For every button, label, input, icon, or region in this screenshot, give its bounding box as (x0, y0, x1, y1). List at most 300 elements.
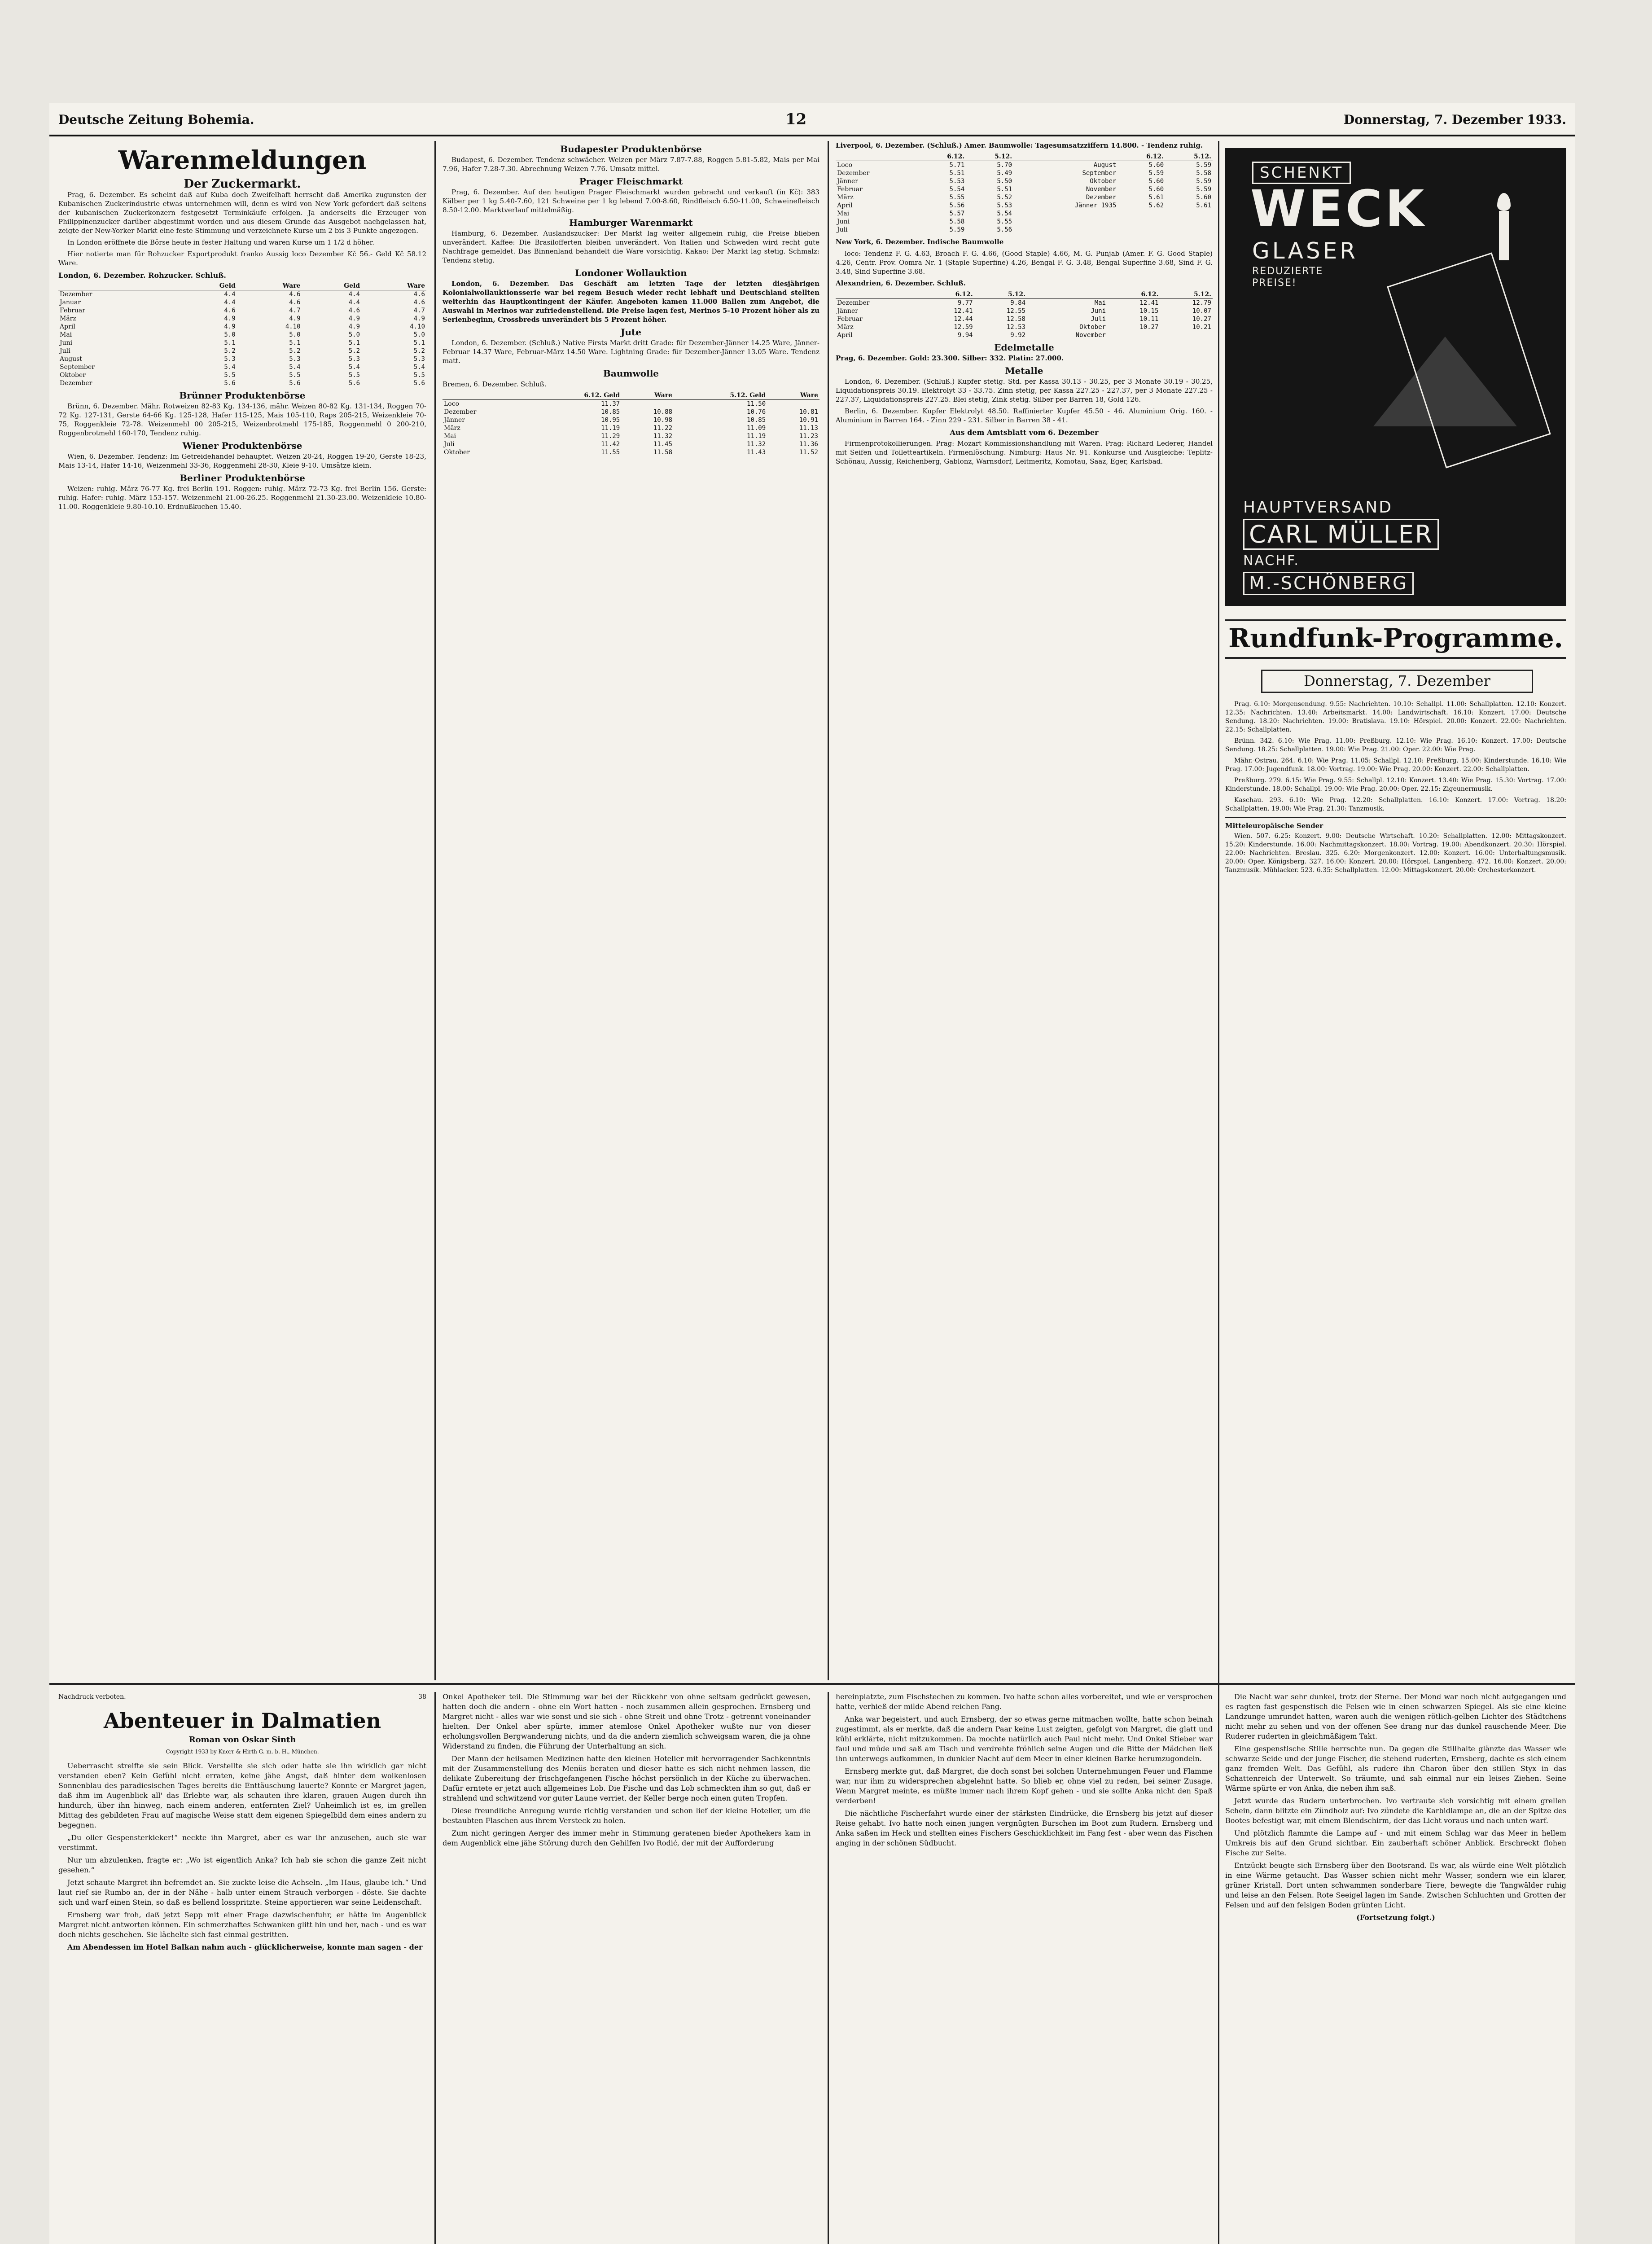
table-row (836, 202, 1213, 210)
table-cell: 11.19 (747, 433, 766, 440)
table-cell: 5.3 (224, 355, 236, 363)
table-cell: 4.4 (224, 299, 236, 306)
table-cell: 5.59 (949, 226, 965, 233)
table-cell: März (837, 324, 854, 331)
ad-line-weck: WECK (1250, 180, 1427, 238)
table-header: Ware (361, 282, 426, 290)
table-header: 6.12. (921, 290, 974, 299)
table-header: 6.12. (1117, 153, 1165, 161)
liverpool-cotton-table (836, 153, 1213, 234)
table-cell: 4.6 (289, 291, 301, 298)
table-cell: Oktober (1090, 178, 1117, 185)
table-cell: 11.37 (601, 400, 620, 408)
berlin-metals-paragraph: Berlin, 6. Dezember. Kupfer Elektrolyt 48.50. Raffinierter Kupfer 45.50 - 46. Aluminium Orig. 160. - Aluminium in Barren 164. - Zinn 229 - 231. Silber in Barren 38 - 41. (836, 407, 1213, 424)
table-cell: 11.36 (799, 441, 818, 448)
table-cell: Juni (1091, 307, 1106, 315)
table-cell: 5.4 (348, 364, 360, 371)
table-cell: 5.55 (997, 218, 1012, 225)
table-cell (1117, 218, 1165, 226)
table-cell: 5.59 (1196, 178, 1211, 185)
table-cell: Februar (837, 316, 863, 323)
table-cell: 4.10 (285, 323, 301, 330)
table-cell: 5.59 (1196, 162, 1211, 169)
table-row (58, 371, 426, 379)
table-cell: 5.60 (1196, 194, 1211, 201)
table-cell: 5.52 (997, 194, 1012, 201)
market-column-1 (58, 141, 426, 1680)
table-cell: 4.6 (413, 291, 425, 298)
table-header: Ware (237, 282, 302, 290)
table-cell: 11.45 (653, 441, 673, 448)
table-cell: März (444, 425, 460, 432)
register-heading: Aus dem Amtsblatt vom 6. Dezember (950, 428, 1099, 437)
paper-name: Deutsche Zeitung Bohemia. (58, 112, 254, 127)
story-paragraph: Am Abendessen im Hotel Balkan nahm auch - glücklicherweise, konnte man sagen - der (67, 1943, 423, 1951)
table-cell: März (837, 194, 854, 201)
table-cell: Juli (837, 226, 848, 233)
table-cell: 10.98 (653, 416, 673, 424)
sugar-paragraph-3: Hier notierte man für Rohzucker Exportprodukt franko Aussig loco Dezember Kč 56.- Geld Kč 58.12 Ware. (58, 250, 426, 267)
table-cell: April (837, 332, 853, 339)
table-cell: 10.81 (799, 408, 818, 416)
table-cell: 5.6 (224, 380, 236, 387)
table-header: Ware (621, 391, 674, 400)
table-cell: 5.70 (997, 162, 1012, 169)
table-cell: Jänner 1935 (1074, 202, 1117, 209)
ad-line-reduced: REDUZIERTE (1252, 266, 1323, 277)
table-cell: 10.91 (799, 416, 818, 424)
table-cell: 5.5 (224, 372, 236, 379)
table-cell: 5.61 (1196, 202, 1211, 209)
table-cell: 5.49 (997, 170, 1012, 177)
table-row (443, 424, 819, 432)
table-cell: April (60, 323, 75, 330)
table-cell: Juni (837, 218, 850, 225)
story-paragraph: Ernsberg war froh, daß jetzt Sepp mit einer Frage dazwischenfuhr, er hätte im Augenblick Margret nicht antworten können. Ein schmerzhaftes Schwanken glitt hin und her, nach - und es war doch nichts geschehen. Sie lächelte sich fast einmal gestritten. (58, 1911, 426, 1939)
table-header (443, 391, 528, 400)
table-row (836, 169, 1213, 177)
table-cell: Oktober (1079, 324, 1106, 331)
table-cell: 11.29 (601, 433, 620, 440)
table-cell: 5.5 (413, 372, 425, 379)
table-cell: 5.71 (949, 162, 965, 169)
table-cell (1117, 226, 1165, 234)
table-row (443, 432, 819, 440)
table-cell: 5.1 (224, 339, 236, 346)
table-row (58, 347, 426, 355)
gift-box-icon (1387, 252, 1551, 468)
table-cell: Februar (60, 307, 85, 314)
table-cell: Februar (837, 186, 863, 193)
table-cell (1013, 210, 1117, 218)
brno-heading: Brünner Produktenbörse (179, 390, 306, 401)
table-cell: 5.2 (413, 347, 425, 355)
table-row (836, 161, 1213, 170)
story-paragraph: Jetzt schaute Margret ihn befremdet an. Sie zuckte leise die Achseln. „Im Haus, glaube ich.“ Und laut rief sie Rumbo an, der in der Nähe - halb unter einem Strauch verborgen - döste. Sie dachte sich und warf einen Stein, so daß es bellend losspritzte. Steine apportieren war seine Leidenschaft. (58, 1878, 426, 1907)
table-row (836, 177, 1213, 185)
table-cell: 5.6 (348, 380, 360, 387)
story-paragraph: Und plötzlich flammte die Lampe auf - und mit einem Schlag war das Meer in hellem Umkreis bis auf den Grund sichtbar. Ein zauberhaft schöner Anblick. Erschreckt flohen Fische zur Seite. (1225, 1829, 1566, 1857)
table-cell: 5.58 (1196, 170, 1211, 177)
table-cell: 5.3 (289, 355, 301, 363)
table-cell: 4.9 (224, 315, 236, 322)
story-paragraph: Die nächtliche Fischerfahrt wurde einer der stärksten Eindrücke, die Ernsberg bis jetzt auf dieser Reise gehabt. Ivo hatte noch einen jungen vergnügten Burschen im Boot zum Rudern. Ernsberg und Anka saßen im Heck und stellten eines Fischers Geschicklichkeit im Fang fest - aber wenn das Fischen anging in der schönen Südbucht. (836, 1809, 1213, 1847)
table-cell: 11.42 (601, 441, 620, 448)
table-cell: 11.52 (799, 449, 818, 456)
table-row (443, 400, 819, 408)
table-row (836, 323, 1213, 331)
table-row (443, 416, 819, 424)
table-row (836, 299, 1213, 307)
table-cell: 10.76 (747, 408, 766, 416)
table-cell (1165, 210, 1213, 218)
table-row (443, 440, 819, 448)
table-cell: 5.2 (289, 347, 301, 355)
table-cell: März (60, 315, 76, 322)
table-cell: Jänner (444, 416, 465, 424)
table-cell: Loco (444, 400, 459, 408)
table-header: 6.12. Geld (528, 391, 621, 400)
column-rule (1218, 141, 1219, 2244)
table-cell: 4.6 (348, 307, 360, 314)
budapest-paragraph: Budapest, 6. Dezember. Tendenz schwächer. Weizen per März 7.87-7.88, Roggen 5.81-5.82, Mais per Mai 7.96, Hafer 7.28-7.30. Abrechnung Weizen 7.76. Umsatz mittel. (443, 156, 819, 173)
table-cell: August (60, 355, 82, 363)
table-cell: 4.7 (413, 307, 425, 314)
market-column-3 (836, 141, 1213, 1680)
table-cell: 5.59 (1148, 170, 1164, 177)
table-cell: 4.6 (413, 299, 425, 306)
table-cell: Dezember (444, 408, 477, 416)
table-cell: Jänner (837, 307, 858, 315)
table-row (58, 363, 426, 371)
story-paragraph: „Du oller Gespensterkieker!“ neckte ihn Margret, aber es war ihr anzusehen, auch sie war verstimmt. (58, 1833, 426, 1852)
table-cell: 5.50 (997, 178, 1012, 185)
table-header (1027, 290, 1107, 299)
table-cell: 5.56 (997, 226, 1012, 233)
table-row (836, 185, 1213, 193)
table-header: 5.12. (974, 290, 1027, 299)
radio-prag: Prag. 6.10: Morgensendung. 9.55: Nachrichten. 10.10: Schallpl. 11.00: Schallplatten. 12.10: Konzert. 12.35: Nachrichten. 13.40: Arbeitsmarkt. 14.00: Landwirtschaft. 16.10: Konzert. 17.00: Deutsche Sendung. 18.20: Nachrichten. 19.00: Bratislava. 19.10: Hörspiel. 20.00: Konzert. 22.00: Nachrichten. 22.15: Schallplatten. (1225, 701, 1566, 733)
table-cell: 11.22 (653, 425, 673, 432)
table-cell: 5.54 (997, 210, 1012, 217)
weck-glass-advert (1225, 148, 1566, 606)
table-row (836, 193, 1213, 202)
table-cell: 9.92 (1010, 332, 1025, 339)
table-cell: 11.19 (601, 425, 620, 432)
story-paragraph: Zum nicht geringen Aerger des immer mehr in Stimmung geratenen bieder Apothekers kam in dem Augenblick eine jähe Störung durch den Gehilfen Ivo Rodić, der mit der Aufforderung (443, 1829, 811, 1847)
table-cell: 11.55 (601, 449, 620, 456)
table-cell: Dezember (60, 291, 92, 298)
column-rule (828, 141, 829, 1680)
table-cell: Dezember (60, 380, 92, 387)
serial-column-4 (1225, 1692, 1566, 2244)
section-rule (1225, 817, 1566, 818)
table-cell (1165, 226, 1213, 234)
table-header (58, 282, 177, 290)
table-header: 5.12. (1165, 153, 1213, 161)
episode-number: 38 (418, 1693, 426, 1701)
table-cell: 10.15 (1139, 307, 1159, 315)
table-cell: 12.41 (954, 307, 973, 315)
berlin-heading: Berliner Produktenbörse (180, 473, 305, 483)
table-row (836, 210, 1213, 218)
table-row (58, 290, 426, 299)
table-row (58, 315, 426, 323)
table-row (58, 355, 426, 363)
candle-icon (1499, 211, 1509, 260)
berlin-paragraph: Weizen: ruhig. März 76-77 Kg. frei Berlin 191. Roggen: ruhig. März 72-73 Kg. frei Berlin 156. Gerste: ruhig. Hafer: ruhig. März 153-157. Weizenmehl 21.00-26.25. Roggenmehl 21.30-23.00. Weizenkleie 10.80-11.00. Roggenkleie 9.80-10.10. Erdnußkuchen 15.40. (58, 485, 426, 511)
london-sugar-table (58, 282, 426, 387)
table-cell: Loco (837, 162, 852, 169)
table-cell: 5.53 (997, 202, 1012, 209)
story-author: Roman von Oskar Sinth (188, 1735, 296, 1744)
radio-ostrau: Mähr.-Ostrau. 264. 6.10: Wie Prag. 11.05: Schallpl. 12.10: Preßburg. 15.00: Kinderstunde. 16.10: Wie Prag. 17.00: Jugendfunk. 18.00: Vortrag. 19.00: Wie Prag. 20.00: Konzert. 22.00: Schallplatten. (1225, 757, 1566, 773)
ad-line-nachf: NACHF. (1243, 553, 1300, 569)
ad-line-town: M.-SCHÖNBERG (1243, 572, 1414, 595)
table-cell: 12.79 (1192, 299, 1211, 307)
table-cell: 12.58 (1006, 316, 1025, 323)
serial-meta (58, 1692, 426, 1702)
cotton-heading: Baumwolle (603, 368, 659, 379)
jute-heading: Jute (621, 327, 641, 337)
radio-title: Rundfunk-Programme. (1225, 619, 1566, 659)
radio-foreign: Wien. 507. 6.25: Konzert. 9.00: Deutsche Wirtschaft. 10.20: Schallplatten. 12.00: Mittagskonzert. 15.20: Kinderstunde. 16.00: Nachmittagskonzert. 18.00: Vortrag. 19.00: Abendkonzert. 20.30: Hörspiel. 22.00: Nachrichten. Breslau. 325. 6.20: Morgenkonzert. 12.00: Konzert. 16.00: Unterhaltungsmusik. 20.00: Oper. Königsberg. 327. 16.00: Konzert. 20.00: Hörspiel. Langenberg. 472. 16.00: Konzert. 20.00: Tanzmusik. Mühlacker. 523. 6.35: Schallplatten. 12.00: Mittagskonzert. 20.00: Orchesterkonzert. (1225, 833, 1566, 874)
table-cell: 4.4 (224, 291, 236, 298)
alexandria-heading: Alexandrien, 6. Dezember. Schluß. (836, 279, 966, 287)
table-cell: Mai (1094, 299, 1106, 307)
table-row (58, 298, 426, 307)
table-cell: 12.41 (1139, 299, 1159, 307)
table-cell: 5.60 (1148, 162, 1164, 169)
serial-column-1 (58, 1692, 426, 2244)
table-cell (621, 400, 674, 408)
table-header (1013, 153, 1117, 161)
table-header: Geld (302, 282, 362, 290)
flame-icon (1497, 193, 1511, 211)
table-header-row (58, 282, 426, 290)
story-paragraph: Der Mann der heilsamen Medizinen hatte den kleinen Hotelier mit hervorragender Sachkenntnis mit der Zusammenstellung des Menüs beraten und dieser hatte es sich nicht nehmen lassen, die delikate Zubereitung der frischgefangenen Fische höchst persönlich in der Küche zu überwachen. Dafür erntete er jetzt auch allgemeines Lob. Die Fische und das Lob schmeckten ihm so gut, daß er strahlend und schwitzend vor guter Laune verriet, der Keller berge noch einen guten Tropfen. (443, 1754, 811, 1802)
market-title: Warenmeldungen (118, 145, 367, 175)
table-row (58, 339, 426, 347)
table-cell: 5.6 (289, 380, 301, 387)
table-cell: 4.9 (289, 315, 301, 322)
table-cell: 9.84 (1010, 299, 1025, 307)
table-header: 5.12. (966, 153, 1013, 161)
table-cell: 5.58 (949, 218, 965, 225)
ny-heading: New York, 6. Dezember. Indische Baumwolle (836, 238, 1004, 246)
table-row (58, 379, 426, 387)
table-cell: Juni (60, 339, 73, 346)
table-cell: November (1075, 332, 1106, 339)
section-rule (49, 1683, 1575, 1685)
brno-paragraph: Brünn, 6. Dezember. Mähr. Rotweizen 82-83 Kg. 134-136, mähr. Weizen 80-82 Kg. 131-134, Roggen 70-72 Kg. 127-131, Gerste 64-66 Kg. 125-128, Hafer 115-125, Mais 105-110, Raps 205-215, Weizenkleie 70-75, Roggenkleie 72-78. Weizenmehl 00 205-215, Weizenbrotmehl 175-185, Roggenmehl 0 200-210, Roggenbrotmehl 160-170, Tendenz ruhig. (58, 402, 426, 437)
ad-line-glaser: GLASER (1252, 238, 1358, 264)
london-metals-paragraph: London, 6. Dezember. (Schluß.) Kupfer stetig. Std. per Kassa 30.13 - 30.25, per 3 Monate 30.19 - 30.25, Liquidationspreis 30.19. Elektrolyt 33 - 33.75. Zinn stetig, per Kassa 227.25 - 227.37, per 3 Monate 227.25 - 227.37, Liquidationspreis 227.25. Blei stetig, Zink stetig. Silber per Barren 18, Gold 126. (836, 377, 1213, 403)
table-cell: Juli (60, 347, 70, 355)
reprint-note: Nachdruck verboten. (58, 1693, 126, 1701)
table-cell: April (837, 202, 853, 209)
bremen-cotton-table (443, 391, 819, 456)
story-copyright: Copyright 1933 by Knorr & Hirth G. m. b. H., München. (166, 1749, 319, 1755)
table-cell: Januar (60, 299, 81, 306)
story-paragraph: Eine gespenstische Stille herrschte nun. Da gegen die Stillhalte glänzte das Wasser wie schwarze Seide und der junge Fischer, die stehend ruderten, Ernsberg, dachte es sich einem ganz fremden Welt. Das Gefühl, als rudere ihn Charon über den stillen Styx in das Schattenreich der Unterwelt. So träumte, und sah einmal nur ein leises Ziehen. Seine Wärme spürte er von Anka, die neben ihm saß. (1225, 1744, 1566, 1793)
serial-column-3 (836, 1692, 1213, 2244)
precious-metals-line: Prag, 6. Dezember. Gold: 23.300. Silber: 332. Platin: 27.000. (836, 354, 1064, 362)
table-cell: Juli (1091, 316, 1106, 323)
table-row (836, 331, 1213, 339)
table-cell: 5.53 (949, 178, 965, 185)
table-row (58, 331, 426, 339)
page-header (49, 103, 1575, 136)
table-cell: August (1093, 162, 1117, 169)
table-cell: 4.10 (410, 323, 425, 330)
table-cell: 5.60 (1148, 186, 1164, 193)
precious-metals-heading: Edelmetalle (994, 342, 1054, 353)
table-cell: Oktober (444, 449, 470, 456)
column-rule (434, 141, 436, 1680)
story-paragraph: Ernsberg merkte gut, daß Margret, die doch sonst bei solchen Unternehmungen Feuer und Flamme war, nur ihm zu widersprechen abgelehnt hatte. So blieb er, ohne viel zu reden, bei seiner Zusage. Wenn Margret meinte, es müßte immer nach ihrem Kopf gehen - und sie sollte Anka nicht den Spaß verderben! (836, 1767, 1213, 1805)
table-row (836, 218, 1213, 226)
table-cell: 5.0 (413, 331, 425, 338)
table-cell: 4.7 (289, 307, 301, 314)
table-cell: 5.61 (1148, 194, 1164, 201)
ad-line-prices: PREISE! (1252, 277, 1297, 289)
column-rule (434, 1692, 436, 2244)
story-paragraph: Die Nacht war sehr dunkel, trotz der Sterne. Der Mond war noch nicht aufgegangen und es ragten fast gespenstisch die Felsen wie in einen schwarzen Spiegel. Als sie eine kleine Landzunge umrundet hatten, waren auch die wenigen rötlich-gelben Lichter des Städtchens nicht mehr zu sehen und von der offenen See drang nur das dunkel rauschende Meer. Die Ruderer ruderten in gleichmäßigem Takt. (1225, 1692, 1566, 1740)
table-cell: 5.4 (224, 364, 236, 371)
table-cell: 4.9 (348, 315, 360, 322)
table-cell: 11.09 (747, 425, 766, 432)
table-header: Geld (177, 282, 237, 290)
sugar-paragraph-2: In London eröffnete die Börse heute in fester Haltung und waren Kurse um 1 1/2 d höher. (67, 238, 374, 246)
table-cell: 4.6 (289, 299, 301, 306)
table-cell: 11.32 (747, 441, 766, 448)
table-cell: 10.88 (653, 408, 673, 416)
prague-meat-heading: Prager Fleischmarkt (579, 176, 683, 187)
ad-prices (1252, 266, 1323, 289)
story-paragraph: Onkel Apotheker teil. Die Stimmung war bei der Rückkehr von ohne seltsam gedrückt gewesen, hatten doch die andern - ohne ein Wort hatten - noch zusammen allein gesprochen. Ernsberg und Margret nicht - alles war wie sonst und sie sich - ohne Streit und ohne Trotz - getrennt voneinander hielten. Der Onkel aber spürte, immer atemlose Onkel Apotheker wußte nur von dieser erholungsvollen Bergwanderung nichts, und da die andern ziemlich schweigsam waren, die ja ohne Widerstand zu finden, die Führung der Unterhaltung an sich. (443, 1692, 811, 1750)
date-line: Donnerstag, 7. Dezember 1933. (1343, 112, 1566, 127)
radio-bruenn: Brünn. 342. 6.10: Wie Prag. 11.00: Preßburg. 12.10: Wie Prag. 16.10: Konzert. 17.00: Deutsche Sendung. 18.25: Schallplatten. 19.00: Wie Prag. 21.00: Oper. 22.00: Wie Prag. (1225, 737, 1566, 753)
story-paragraph: Entzückt beugte sich Ernsberg über den Bootsrand. Es war, als würde eine Welt plötzlich in eine Wärme getaucht. Das Wasser schien nicht mehr Wasser, sondern wie ein klarer, grüner Kristall. Dort unten schwammen sonderbare Tiere, bewegte die Tangwälder ruhig und leise an den Felsen. Rote Seeigel lagen im Sande. Zwischen Schluchten und Grotten der Felsen und auf den felsigen Boden grünten Licht. (1225, 1861, 1566, 1909)
sugar-heading: Der Zuckermarkt. (184, 177, 301, 191)
table-row (58, 323, 426, 331)
table-cell (1160, 331, 1213, 339)
table-cell (767, 400, 819, 408)
table-cell: Juli (444, 441, 455, 448)
hamburg-heading: Hamburger Warenmarkt (569, 217, 693, 228)
newspaper-page (49, 103, 1575, 2244)
radio-column (1225, 700, 1566, 1679)
table-row (836, 226, 1213, 234)
table-cell: 10.11 (1139, 316, 1159, 323)
table-cell: Mai (837, 210, 850, 217)
table-cell: 5.57 (949, 210, 965, 217)
table-cell: 5.56 (949, 202, 965, 209)
table-cell: 11.50 (747, 400, 766, 408)
story-paragraph: hereinplatzte, zum Fischstechen zu kommen. Ivo hatte schon alles vorbereitet, und wie er versprochen hatte, verhieß der milde Abend reichen Fang. (836, 1692, 1213, 1711)
table-header: 6.12. (1107, 290, 1160, 299)
table-cell: 9.77 (957, 299, 973, 307)
table-cell: 10.95 (601, 416, 620, 424)
table-cell: 5.2 (224, 347, 236, 355)
london-sugar-heading: London, 6. Dezember. Rohzucker. Schluß. (58, 271, 226, 280)
table-cell: 5.51 (949, 170, 965, 177)
table-header: 6.12. (918, 153, 966, 161)
table-cell (1013, 226, 1117, 234)
story-paragraph: Diese freundliche Anregung wurde richtig verstanden und schon lief der kleine Hotelier, um die bestaubten Flaschen aus ihrem Versteck zu holen. (443, 1806, 811, 1825)
table-cell: September (60, 364, 95, 371)
table-row (443, 408, 819, 416)
table-cell (1117, 210, 1165, 218)
table-cell: Dezember (837, 170, 870, 177)
table-cell: 12.53 (1006, 324, 1025, 331)
ad-line-company: CARL MÜLLER (1243, 519, 1439, 550)
table-cell: 11.23 (799, 433, 818, 440)
market-column-2 (443, 141, 819, 1680)
table-cell: 12.55 (1006, 307, 1025, 315)
budapest-heading: Budapester Produktenbörse (560, 144, 702, 154)
table-cell: 5.4 (289, 364, 301, 371)
table-cell: Dezember (837, 299, 870, 307)
story-title: Abenteuer in Dalmatien (103, 1709, 381, 1733)
story-paragraph: Anka war begeistert, und auch Ernsberg, der so etwas gerne mitmachen wollte, hatte schon beinah zugestimmt, als er merkte, daß die andern Paar keine Lust zeigten, gefolgt von Margret, die glatt und kühl erklärte, nicht mitzukommen. Da mochte natürlich auch Paul nicht mehr. Und Onkel Stieber war faul und müde und saß am Tisch und verdrehte fröhlich seine Augen und die Bitte der Mädchen ließ ihn unterwegs aufkommen, in dunkler Nacht auf dem Meer in einer kleinen Barke herumzugondeln. (836, 1715, 1213, 1763)
table-cell: 4.4 (348, 299, 360, 306)
table-cell (1165, 218, 1213, 226)
hamburg-paragraph: Hamburg, 6. Dezember. Auslandszucker: Der Markt lag weiter allgemein ruhig, die Preise blieben unverändert. Kaffee: Die Brasilofferten bleiben unverändert. Von Italien und Schweden wird recht gute Nachfrage gemeldet. Das Binnenland behandelt die Ware vorsichtig. Kakao: Der Markt lag stetig. Schmalz: Tendenz stetig. (443, 229, 819, 264)
table-cell: 5.2 (348, 347, 360, 355)
story-paragraph: Nur um abzulenken, fragte er: „Wo ist eigentlich Anka? Ich hab sie schon die ganze Zeit nicht gesehen.“ (58, 1856, 426, 1874)
radio-kaschau: Kaschau. 293. 6.10: Wie Prag. 12.20: Schallplatten. 16.10: Konzert. 17.00: Vortrag. 18.20: Schallplatten. 19.00: Wie Prag. 21.30: Tanzmusik. (1225, 797, 1566, 812)
table-cell: November (1086, 186, 1117, 193)
table-cell: 5.59 (1196, 186, 1211, 193)
table-cell: 5.1 (348, 339, 360, 346)
table-cell: 10.27 (1139, 324, 1159, 331)
table-cell: 11.13 (799, 425, 818, 432)
table-cell: Dezember (1086, 194, 1117, 201)
column-rule (828, 1692, 829, 2244)
ad-line-schenkt: SCHENKT (1252, 162, 1351, 184)
table-header: Ware (767, 391, 819, 400)
page-number: 12 (785, 110, 807, 128)
table-row (443, 448, 819, 456)
table-cell: 5.55 (949, 194, 965, 201)
table-cell: 5.3 (413, 355, 425, 363)
table-row (836, 307, 1213, 315)
table-cell (1013, 218, 1117, 226)
continuation-note: (Fortsetzung folgt.) (1356, 1913, 1435, 1922)
table-header-row (836, 153, 1213, 161)
alexandria-cotton-table (836, 290, 1213, 339)
sugar-paragraph-1: Prag, 6. Dezember. Es scheint daß auf Kuba doch Zweifelhaft herrscht daß Amerika zugunsten der Kubanischen Zuckerindustrie etwas unternehmen will, denn es wird von New York gefordert daß seitens der kubanischen Zuckerkonzern festgesetzt Terminkäufe erfolgen. Ja anderseits die Erzeuger von Philippinenzucker darüber abgestimmt worden und aus diesem Grunde das Ausgebot nachgelassen hat, zeigte der New-Yorker Markt eine feste Stimmung und verzeichnete Kurse um 2 bis 3 Punkte angezogen. (58, 191, 426, 235)
table-cell: 4.9 (348, 323, 360, 330)
table-cell (1107, 331, 1160, 339)
table-cell: 9.94 (957, 332, 973, 339)
ny-paragraph: loco: Tendenz F. G. 4.63, Broach F. G. 4.66, (Good Staple) 4.66, M. G. Punjab (Amer. F. G. Good Staple) 4.26, Centr. Prov. Oomra Nr. 1 (Staple Superfine) 4.26, Bengal F. G. 3.48, Bengal Superfine 3.68, Sind F. G. 3.48, Sind Superfine 3.68. (836, 250, 1213, 276)
table-cell: 5.1 (413, 339, 425, 346)
table-cell: 4.6 (224, 307, 236, 314)
table-cell: 5.51 (997, 186, 1012, 193)
table-cell: 5.1 (289, 339, 301, 346)
story-paragraph: Jetzt wurde das Rudern unterbrochen. Ivo vertraute sich vorsichtig mit einem grellen Schein, dann blitzte ein Zündholz auf: Ivo zündete die Karbidlampe an, die an der Spitze des Bootes befestigt war, mit einem Blendschirm, der das Licht voraus und nach unten warf. (1225, 1797, 1566, 1825)
jute-paragraph: London, 6. Dezember. (Schluß.) Native Firsts Markt dritt Grade: für Dezember-Jänner 14.25 Ware, Jänner-Februar 14.37 Ware, Februar-März 14.50 Ware. Lightning Grade: für Dezember-Jänner 13.05 Ware. Tendenz matt. (443, 339, 819, 365)
table-header: 5.12. Geld (674, 391, 767, 400)
table-cell: 10.21 (1192, 324, 1211, 331)
table-cell: 5.60 (1148, 178, 1164, 185)
table-cell: 5.6 (413, 380, 425, 387)
prague-meat-paragraph: Prag, 6. Dezember. Auf den heutigen Prager Fleischmarkt wurden gebracht und verkauft (in Kč): 383 Kälber per 1 kg 5.40-7.60, 121 Schweine per 1 kg lebend 7.00-8.60, Rindfleisch 6.50-11.00, Schweinefleisch 8.50-12.00. Marktverlauf mittelmäßig. (443, 188, 819, 214)
table-cell: 5.5 (348, 372, 360, 379)
